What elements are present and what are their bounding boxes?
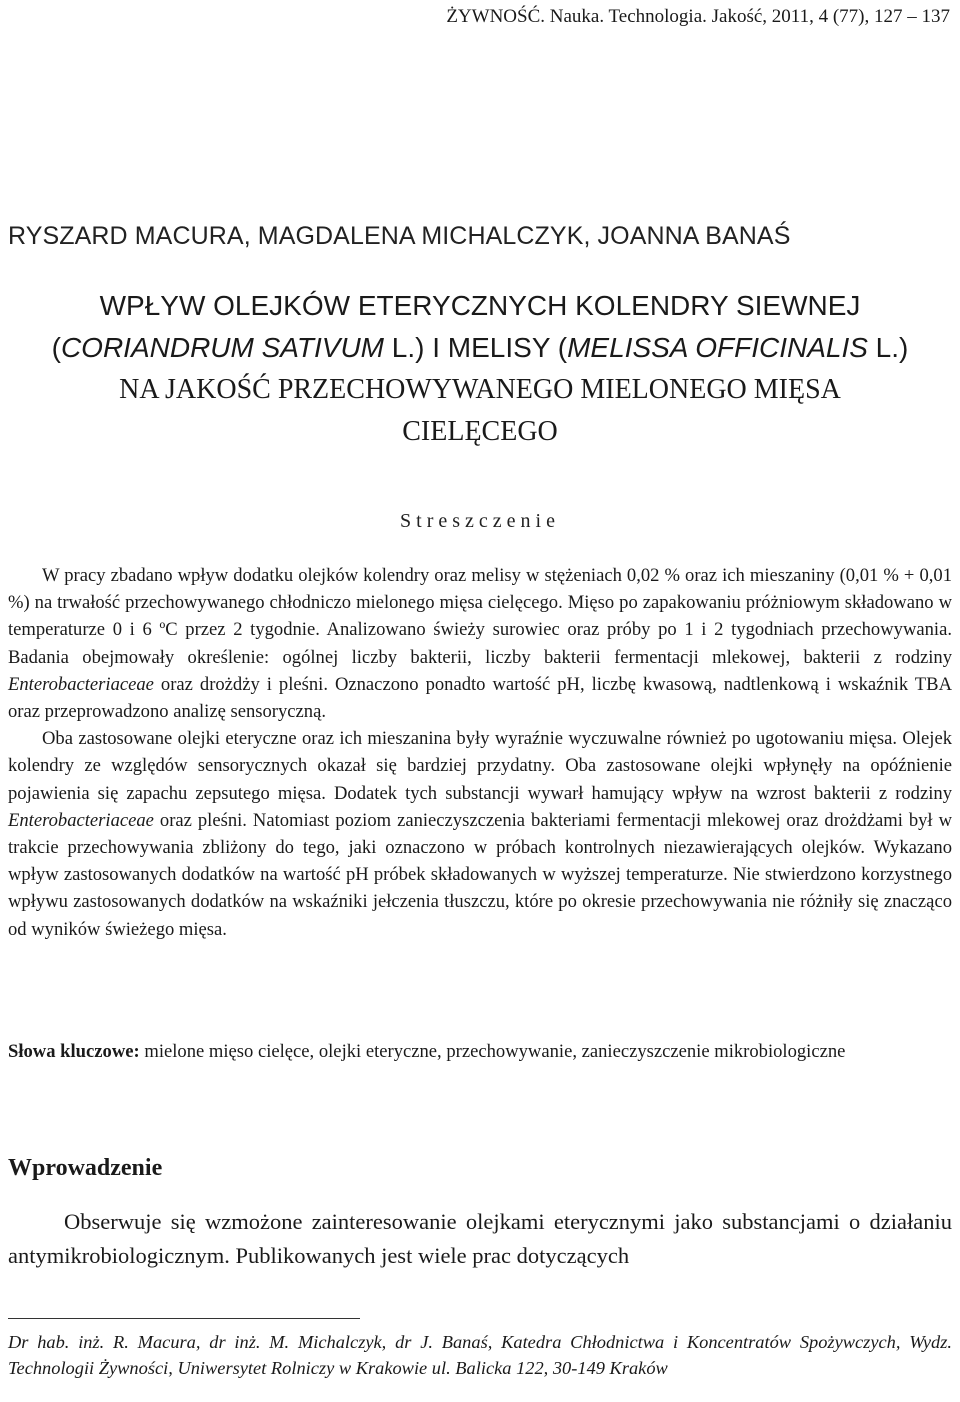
abstract-paragraph-2: Oba zastosowane olejki eteryczne oraz ich mieszanina były wyraźnie wyczuwalne również po ugotowaniu mięsa. Olejek kolendry ze względów sensorycznych okazał się bardziej przydatny. Oba zastosowane olejki wpłynęły na opóźnienie pojawienia się zapachu zepsutego mięsa. Dodatek tych substancji wywarł hamujący wpływ na wzrost bakterii z rodziny Enterobacteriaceae oraz pleśni. Natomiast poziom zanieczyszczenia bakteriami fermentacji mlekowej oraz drożdżami był w trakcie przechowywania zbliżony do tego, jaki oznaczono w próbach kontrolnych niezawierających olejków. Wykazano wpływ zastosowanych dodatków na wartość pH próbek składowanych w wyższej temperaturze. Nie stwierdzono korzystnego wpływu zastosowanych dodatków na wskaźniki jełczenia tłuszczu, które po okresie przechowywania nie różniły się znacząco od wyników świeżego mięsa. — [8, 728, 952, 940]
abstract-paragraph-1: W pracy zbadano wpływ dodatku olejków kolendry oraz melisy w stężeniach 0,02 % oraz ich mieszaniny (0,01 % + 0,01 %) na trwałość przechowywanego chłodniczo mielonego mięsa cielęcego. Mięso po zapakowaniu próżniowym składowano w temperaturze 0 i 6 ºC przez 2 tygodnie. Analizowano świeży surowiec oraz próby po 1 i 2 tygodniach przechowywania. Badania obejmowały określenie: ogólnej liczby bakterii, liczby bakterii fermentacji mlekowej, bakterii z rodziny Enterobacteriaceae oraz drożdży i pleśni. Oznaczono ponadto wartość pH, liczbę kwasową, nadtlenkową i wskaźnik TBA oraz przeprowadzono analizę sensoryczną. — [8, 565, 952, 723]
title-line-3: NA JAKOŚĆ PRZECHOWYWANEGO MIELONEGO MIĘSA — [119, 374, 841, 405]
title-line-2: (CORIANDRUM SATIVUM L.) I MELISY (MELISSA OFFICINALIS L.) — [51, 332, 909, 363]
paper-title — [0, 285, 960, 453]
abstract-heading: Streszczenie — [400, 510, 560, 532]
footnote-divider — [8, 1318, 360, 1319]
keywords-label: Słowa kluczowe: — [8, 1041, 140, 1062]
authors: RYSZARD MACURA, MAGDALENA MICHALCZYK, JOANNA BANAŚ — [8, 222, 791, 250]
abstract-body — [8, 562, 952, 943]
author-affiliation-footnote: Dr hab. inż. R. Macura, dr inż. M. Michalczyk, dr J. Banaś, Katedra Chłodnictwa i Koncentratów Spożywczych, Wydz. Technologii Żywności, Uniwersytet Rolniczy w Krakowie ul. Balicka 122, 30-149 Kraków — [8, 1332, 952, 1378]
keywords-text: mielone mięso cielęce, olejki eteryczne, przechowywanie, zanieczyszczenie mikrobiologiczne — [139, 1041, 846, 1062]
title-line-1: WPŁYW OLEJKÓW ETERYCZNYCH KOLENDRY SIEWNEJ — [99, 290, 861, 321]
introduction-paragraph: Obserwuje się wzmożone zainteresowanie olejkami eterycznymi jako substancjami o działaniu antymikrobiologicznym. Publikowanych jest wiele prac dotyczących — [8, 1209, 952, 1268]
introduction-body — [8, 1205, 952, 1273]
title-line-4: CIELĘCEGO — [402, 416, 558, 447]
journal-citation: ŻYWNOŚĆ. Nauka. Technologia. Jakość, 2011, 4 (77), 127 – 137 — [446, 6, 950, 27]
section-heading-introduction: Wprowadzenie — [8, 1155, 163, 1181]
keywords — [8, 1038, 952, 1065]
